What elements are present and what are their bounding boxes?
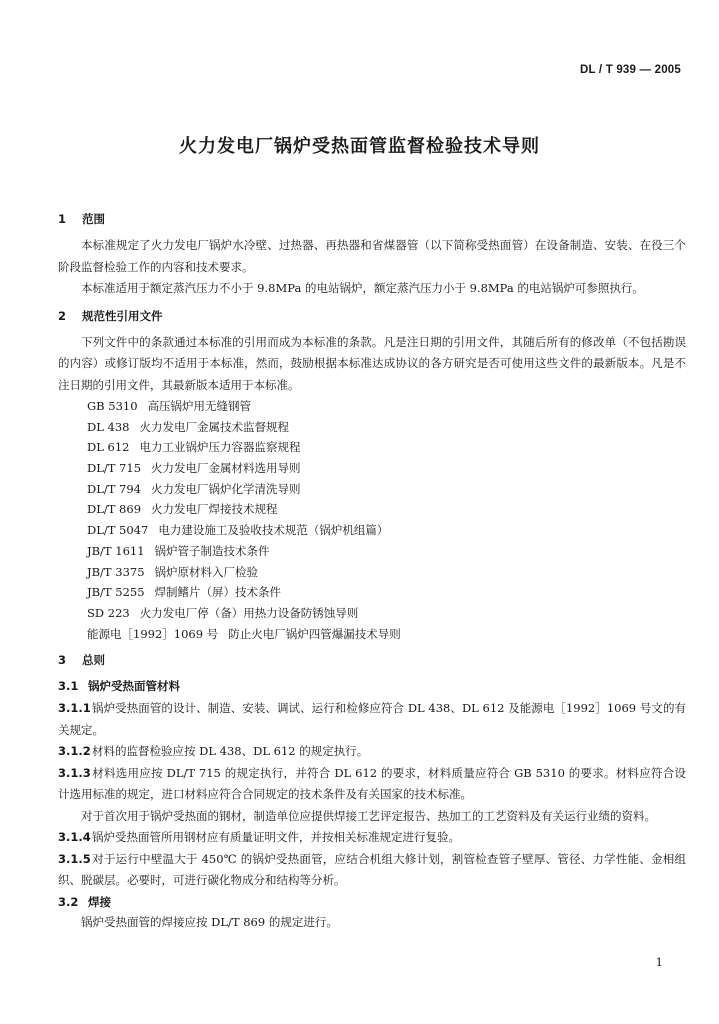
reference-title: 火力发电厂焊接技术规程 <box>151 502 278 517</box>
clause <box>58 698 686 741</box>
reference-title: 电力工业锅炉压力容器监察规程 <box>139 440 301 455</box>
clause-number: 3.1.1 <box>58 701 91 716</box>
clause-text: 对于运行中壁温大于 450℃ 的锅炉受热面管，应结合机组大修计划，割管检查管子壁厚、管径、力学性能、金相组织、脱碳层。必要时，可进行碳化物成分和结构等分析。 <box>58 851 686 888</box>
reference-code: DL 438 <box>87 419 130 434</box>
reference-title: 防止火电厂锅炉四管爆漏技术导则 <box>228 626 401 641</box>
clause <box>58 849 686 892</box>
standard-code: DL / T 939 — 2005 <box>580 64 681 76</box>
reference-code: JB/T 5255 <box>87 585 145 600</box>
clause-number: 3.1.2 <box>58 744 91 759</box>
reference-title: 电力建设施工及验收技术规范（锅炉机组篇） <box>158 523 389 538</box>
clause <box>58 827 686 849</box>
subsection-number: 3.2 <box>58 894 79 909</box>
reference-item <box>58 499 686 520</box>
clause-text: 锅炉受热面管的设计、制造、安装、调试、运行和检修应符合 DL 438、DL 612 及能源电［1992］1069 号文的有关规定。 <box>58 701 686 737</box>
reference-item <box>58 479 686 500</box>
reference-item <box>58 541 686 562</box>
clause-text: 材料选用应按 DL/T 715 的规定执行，并符合 DL 612 的要求，材料质量应符合 GB 5310 的要求。材料应符合设计选用标准的规定，进口材料应符合合同规定的技术条件及有关国家的技术标准。 <box>58 765 686 802</box>
reference-title: 高压锅炉用无缝钢管 <box>147 399 252 413</box>
section-number: 2 <box>58 308 67 323</box>
section-heading-scope <box>58 209 686 229</box>
reference-title: 火力发电厂锅炉化学清洗导则 <box>151 481 301 496</box>
clause-number: 3.1.4 <box>58 830 91 845</box>
reference-title: 火力发电厂金属材料选用导则 <box>151 461 301 476</box>
page-number: 1 <box>655 955 663 969</box>
reference-code: DL/T 794 <box>87 481 142 496</box>
clause-number: 3.1.3 <box>58 765 91 780</box>
clause <box>58 741 686 763</box>
reference-code: 能源电［1992］1069 号 <box>87 626 219 641</box>
clause-text: 材料的监督检验应按 DL 438、DL 612 的规定执行。 <box>92 744 369 759</box>
clause-text: 锅炉受热面管所用钢材应有质量证明文件，并按相关标准规定进行复验。 <box>92 830 460 845</box>
reference-item <box>58 603 686 624</box>
section-title: 规范性引用文件 <box>82 308 163 323</box>
clause-number: 3.1.5 <box>58 851 91 866</box>
scope-paragraph: 本标准适用于额定蒸汽压力不小于 9.8MPa 的电站锅炉，额定蒸汽压力小于 9.8MPa 的电站锅炉可参照执行。 <box>81 281 644 295</box>
section-title: 总则 <box>82 653 105 668</box>
reference-code: DL/T 5047 <box>87 523 149 538</box>
reference-code: DL/T 869 <box>87 502 142 517</box>
reference-list <box>58 396 686 644</box>
references-intro: 下列文件中的条款通过本标准的引用而成为本标准的条款。凡是注日期的引用文件，其随后所有的修改单（不包括勘误的内容）或修订版均不适用于本标准，然而，鼓励根据本标准达成协议的各方研究是否可使用这些文件的最新版本。凡是不注日期的引用文件，其最新版本适用于本标准。 <box>58 334 686 392</box>
reference-code: JB/T 1611 <box>87 543 145 558</box>
welding-paragraph: 锅炉受热面管的焊接应按 DL/T 869 的规定进行。 <box>81 914 338 929</box>
document-body <box>58 203 686 933</box>
reference-code: JB/T 3375 <box>87 564 145 579</box>
reference-item <box>58 624 686 645</box>
section-title: 范围 <box>82 212 105 226</box>
section-number: 1 <box>58 212 67 226</box>
subsection-number: 3.1 <box>58 679 79 694</box>
reference-code: GB 5310 <box>87 399 138 413</box>
reference-code: DL/T 715 <box>87 461 142 476</box>
subsection-title: 锅炉受热面管材料 <box>88 679 180 694</box>
reference-title: 火力发电厂金属技术监督规程 <box>139 419 289 434</box>
reference-title: 锅炉管子制造技术条件 <box>154 543 270 558</box>
reference-item <box>58 437 686 458</box>
reference-title: 锅炉原材料入厂检验 <box>154 564 259 579</box>
scope-paragraph: 本标准规定了火力发电厂锅炉水冷壁、过热器、再热器和省煤器管（以下简称受热面管）在设备制造、安装、在役三个阶段监督检验工作的内容和技术要求。 <box>58 238 686 274</box>
reference-item <box>58 417 686 438</box>
reference-title: 火力发电厂停（备）用热力设备防锈蚀导则 <box>139 605 359 620</box>
section-number: 3 <box>58 653 67 668</box>
reference-item <box>58 582 686 603</box>
reference-code: DL 612 <box>87 440 130 455</box>
reference-title: 焊制鳍片（屏）技术条件 <box>154 585 282 600</box>
document-title: 火力发电厂锅炉受热面管监督检验技术导则 <box>179 136 540 157</box>
reference-item <box>58 520 686 541</box>
subsection-heading-welding <box>58 892 686 912</box>
clause-continuation: 对于首次用于锅炉受热面的钢材，制造单位应提供焊接工艺评定报告、热加工的工艺资料及有关运行业绩的资料。 <box>81 808 656 823</box>
subsection-heading-materials <box>58 676 686 696</box>
clause <box>58 763 686 806</box>
section-heading-general <box>58 650 686 670</box>
reference-item <box>58 396 686 417</box>
reference-item <box>58 562 686 583</box>
section-heading-references <box>58 306 686 326</box>
reference-item <box>58 458 686 479</box>
reference-code: SD 223 <box>87 605 130 620</box>
subsection-title: 焊接 <box>88 894 111 909</box>
